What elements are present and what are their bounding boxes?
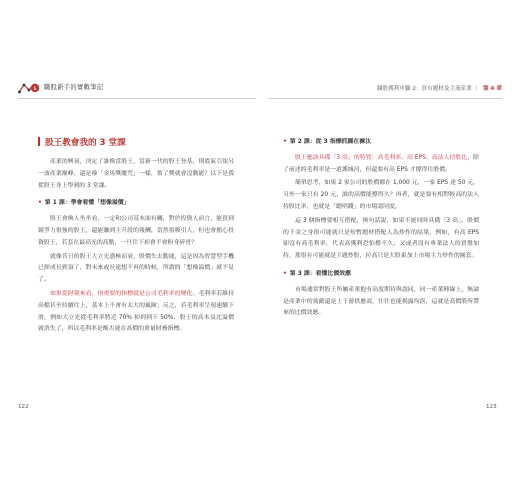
section-marker-icon bbox=[38, 137, 40, 146]
intro-paragraph: 產業的興衰，決定了誰換當股王，當新一代的股王登基，則底氣引領另一波產業巔峰，還是像「金馬獎魔咒」一樣，領了獎就會沒動能？以下是我從股王身上學到的 3 堂課。 bbox=[38, 159, 234, 189]
header-divider-right bbox=[268, 98, 502, 99]
lesson-2-paragraph-2: 簡單思考，如果 2 家公司的股價都在 1,000 元，一家 EPS 達 50 元，另外一家只有 20 元，誰的高價能撐得久？再者，就是要有相對較高的法人持股比率，也就是「聰明錢」的市場認同度。 bbox=[283, 180, 479, 210]
lesson-3-heading bbox=[283, 269, 479, 281]
lesson-2-paragraph-1 bbox=[283, 153, 479, 177]
lesson-2-paragraph-3: 這 3 個指標要相互搭配，換句話說，如果不能同時具備「3 高」，股價的千金之身很可能就只是短暫題材搭配人為炒作的結果，例如，有高 EPS 卻沒有高毛利率，代表高獲利恐怕撐不久；又或者沒有專業法人的買盤加持，那很有可能就是主題炒股，拉高只是大股東加上市場主力炒作的圖套。 bbox=[283, 217, 479, 260]
book-logo-icon bbox=[18, 82, 40, 94]
svg-text:$: $ bbox=[33, 85, 37, 92]
highlighted-text: 如果從財報來看，很重要的指標就是公司毛利率的變化。 bbox=[50, 290, 199, 297]
lesson-3-title: 第 3 課：看懂比價效應 bbox=[289, 270, 351, 277]
page-number-left: 122 bbox=[18, 404, 29, 410]
left-header bbox=[18, 80, 256, 98]
section-title bbox=[38, 136, 126, 148]
header-divider-left bbox=[18, 98, 256, 99]
chapter-number: 第 4 章 bbox=[483, 86, 502, 92]
paragraph-text: 毛利率若維持高檔甚至持續往上，基本上不會有太大的風險；反之，若毛利率呈現連續下滑，例如大立光從毛利率將近 70% 掉到到下 50%，股王的高本益比溢價就消失了，所以毛利率是衡否能在高價的重量財務指標。 bbox=[38, 290, 235, 333]
section-title-text: 股王教會我的 3 堂課 bbox=[45, 138, 126, 148]
lesson-1-paragraph-3 bbox=[38, 289, 234, 336]
lesson-2-heading bbox=[283, 137, 479, 149]
highlighted-text: 股王應該具備「3 高」的特質：高毛利率、高 EPS、高法人持股比 bbox=[295, 154, 468, 161]
bullet-icon: • bbox=[283, 139, 287, 145]
paragraph-text: ，除了前述的毛利率是一道護城河，但還要有高 EPS 才撐得住股價。 bbox=[283, 154, 480, 173]
lesson-2-title: 第 2 課：從 3 指標抓鐘在褲汰 bbox=[289, 139, 371, 145]
lesson-3-paragraph-1: 市場通常對股王所屬產業抱有高度期待與認同，同一產業陣線上，無論是產業中的勁敵還是上下游供應商，往往也能揭露均霑，這就是高價股所帶來的比價效應。 bbox=[283, 286, 479, 317]
lesson-1-paragraph-1: 股王會換人坐坐看，一定和公司基本面有關，對於投資人而言，能買到競爭力很強的股王，還能賺到主升段的報酬，當然很吸引人，但也會擔心投資股王，若套在最高光的高點，一旦往下掉會不會粉身碎骨？ bbox=[38, 216, 234, 246]
bullet-icon: • bbox=[38, 200, 42, 207]
book-title: 職股新手的實戰筆記 bbox=[44, 84, 104, 91]
lesson-1-title: 第 1 課：學會看懂「想像溢價」 bbox=[44, 200, 130, 207]
lesson-1-paragraph-2: 就像昔日的股王大立光盛極而衰，股價失去動能，這是因為智慧型手機已經成長到頂了，對未來或長遠想不再的時候，所謂的「想像溢價」就不見了。 bbox=[38, 253, 234, 284]
chapter-text: 職股獲利步驟 2：買有題材及主流產業 bbox=[377, 86, 472, 92]
chapter-label: 職股獲利步驟 2：買有題材及主流產業 ｜ 第 4 章 bbox=[377, 86, 502, 92]
bullet-icon: • bbox=[283, 270, 287, 277]
left-page-body bbox=[38, 157, 234, 338]
page-number-right: 123 bbox=[486, 404, 497, 410]
lesson-1-heading bbox=[38, 198, 234, 210]
right-header bbox=[268, 80, 502, 98]
right-page-body bbox=[283, 131, 479, 322]
